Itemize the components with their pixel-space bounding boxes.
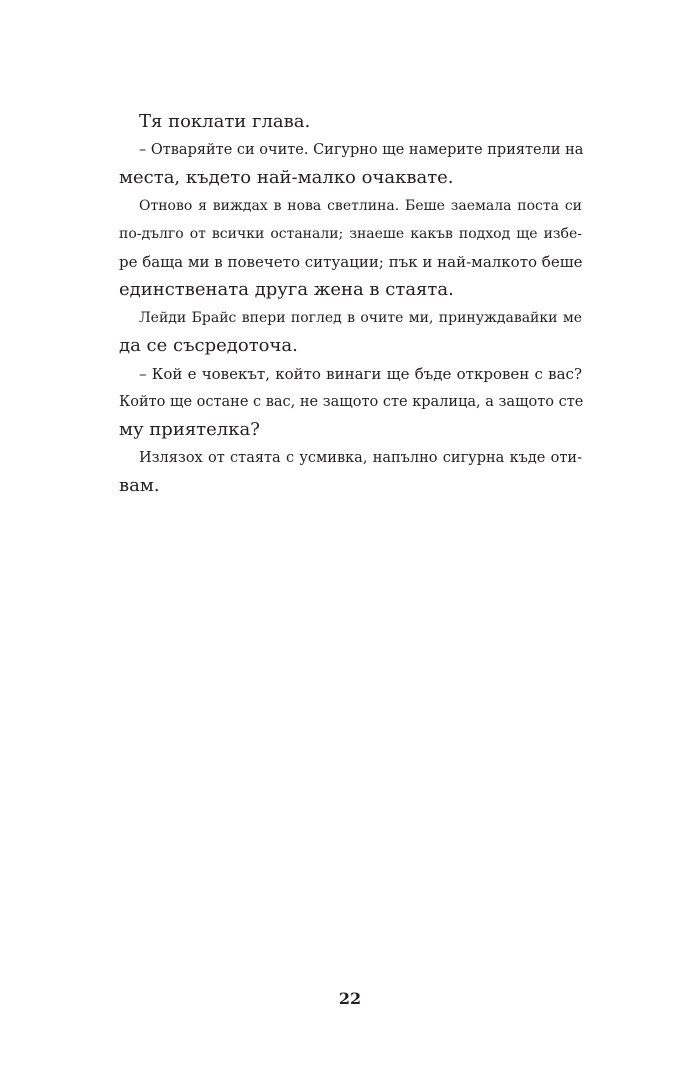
text-line: вам. — [119, 475, 160, 496]
text-line: ре баща ми в повечето ситуации; пък и най-малкото беше — [119, 253, 583, 271]
text-line: Отново я виждах в нова светлина. Беше заемала поста си — [139, 198, 582, 214]
text-line: места, където най-малко очаквате. — [119, 167, 454, 188]
text-line: Който ще остане с вас, не защото сте кралица, а защото сте — [119, 394, 584, 410]
text-line: – Кой е човекът, който винаги ще бъде откровен с вас? — [139, 365, 582, 383]
text-line: Лейди Брайс впери поглед в очите ми, принуждавайки ме — [139, 310, 582, 326]
text-line: Излязох от стаята с усмивка, напълно сигурна къде оти- — [139, 450, 582, 466]
page-number: 22 — [338, 989, 362, 1008]
text-line: – Отваряйте си очите. Сигурно ще намерите приятели на — [139, 142, 584, 158]
text-line: единствената друга жена в стаята. — [119, 279, 454, 300]
text-line: му приятелка? — [119, 419, 260, 440]
text-line: по-дълго от всички останали; знаеше какъв подход ще избе- — [119, 226, 582, 242]
text-line: да се съсредоточа. — [119, 335, 298, 356]
text-line: Тя поклати глава. — [139, 111, 311, 132]
